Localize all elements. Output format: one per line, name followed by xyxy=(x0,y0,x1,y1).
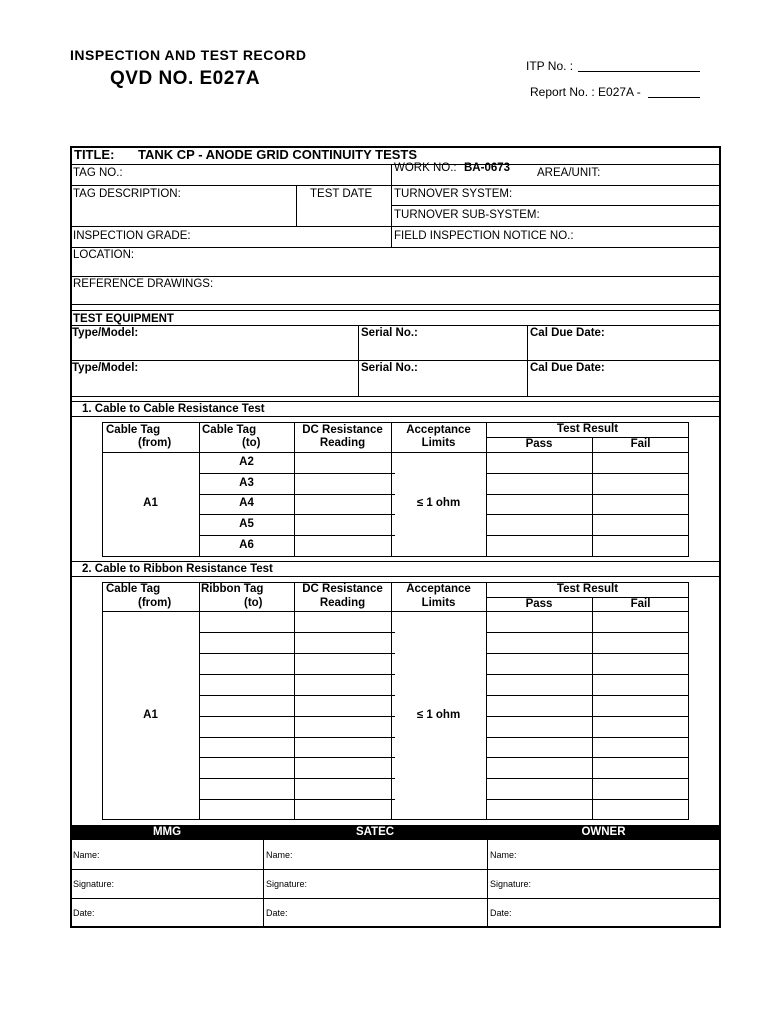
report-field[interactable] xyxy=(648,97,700,98)
signoff-party-owner: OWNER xyxy=(581,826,626,838)
section2-title: 2. Cable to Ribbon Resistance Test xyxy=(82,563,273,575)
s2-col-from-sub: (from) xyxy=(138,597,172,609)
satec-date-field[interactable]: Date: xyxy=(266,908,288,918)
test-equipment-heading: TEST EQUIPMENT xyxy=(73,313,174,325)
document-type: INSPECTION AND TEST RECORD xyxy=(70,47,307,63)
s1-col-dc-sub: Reading xyxy=(319,437,366,449)
s1-col-fail: Fail xyxy=(630,438,651,450)
owner-name-field[interactable]: Name: xyxy=(490,850,517,860)
turnover-sub-system-label: TURNOVER SUB-SYSTEM: xyxy=(394,209,540,221)
s2-col-dc: DC Resistance xyxy=(302,583,383,595)
field-inspection-notice-label: FIELD INSPECTION NOTICE NO.: xyxy=(394,230,574,242)
cal-due-date-label-2: Cal Due Date: xyxy=(530,362,605,374)
itp-field[interactable] xyxy=(578,71,700,72)
s1-to-tag: A6 xyxy=(239,539,254,551)
owner-signature-field[interactable]: Signature: xyxy=(490,879,532,889)
report-label: Report No. : E027A - xyxy=(530,85,641,99)
inspection-grade-label: INSPECTION GRADE: xyxy=(73,230,191,242)
type-model-label-1: Type/Model: xyxy=(72,327,139,339)
tag-description-label: TAG DESCRIPTION: xyxy=(73,188,181,200)
s2-acceptance-limit: ≤ 1 ohm xyxy=(416,709,461,721)
s2-from-tag: A1 xyxy=(143,709,158,721)
work-no-value: BA-0673 xyxy=(464,162,511,174)
s2-col-to-sub: (to) xyxy=(244,597,263,609)
s1-col-test-result: Test Result xyxy=(556,423,619,435)
turnover-system-label: TURNOVER SYSTEM: xyxy=(394,188,513,200)
s1-to-tag: A4 xyxy=(239,497,254,509)
signoff-party-satec: SATEC xyxy=(355,826,395,838)
type-model-label-2: Type/Model: xyxy=(72,362,139,374)
itp-label: ITP No. : xyxy=(526,59,574,73)
s1-col-pass: Pass xyxy=(525,438,553,450)
test-date-label: TEST DATE xyxy=(310,188,373,200)
s1-to-tag: A3 xyxy=(239,477,254,489)
s1-col-acceptance-sub: Limits xyxy=(421,437,456,449)
section2-table xyxy=(102,582,689,820)
s1-to-tag: A5 xyxy=(239,518,254,530)
mmg-date-field[interactable]: Date: xyxy=(73,908,95,918)
s1-col-to: Cable Tag xyxy=(202,424,257,436)
s1-col-from: Cable Tag xyxy=(106,424,161,436)
form-title: TANK CP - ANODE GRID CONTINUITY TESTS xyxy=(138,147,418,162)
qvd-number: QVD NO. E027A xyxy=(110,68,261,89)
s2-col-pass: Pass xyxy=(525,598,553,610)
satec-name-field[interactable]: Name: xyxy=(266,850,293,860)
s2-col-from: Cable Tag xyxy=(106,583,161,595)
s2-col-fail: Fail xyxy=(630,598,651,610)
signoff-party-mmg: MMG xyxy=(152,826,182,838)
work-no-label: WORK NO.: xyxy=(394,162,457,174)
s1-to-tag: A2 xyxy=(239,456,254,468)
satec-signature-field[interactable]: Signature: xyxy=(266,879,308,889)
reference-drawings-label: REFERENCE DRAWINGS: xyxy=(73,278,214,290)
serial-no-label-2: Serial No.: xyxy=(361,362,418,374)
s2-col-dc-sub: Reading xyxy=(319,597,366,609)
tag-no-label: TAG NO.: xyxy=(73,167,123,179)
cal-due-date-label-1: Cal Due Date: xyxy=(530,327,605,339)
s1-col-to-sub: (to) xyxy=(242,437,261,449)
area-unit-label: AREA/UNIT: xyxy=(537,167,601,179)
s2-col-acceptance: Acceptance xyxy=(406,583,471,595)
s1-col-dc: DC Resistance xyxy=(302,424,383,436)
s1-col-acceptance: Acceptance xyxy=(406,424,471,436)
s1-acceptance-limit: ≤ 1 ohm xyxy=(416,497,461,509)
s2-col-test-result: Test Result xyxy=(556,583,619,595)
mmg-signature-field[interactable]: Signature: xyxy=(73,879,115,889)
section1-title: 1. Cable to Cable Resistance Test xyxy=(82,403,265,415)
s1-from-tag: A1 xyxy=(143,497,158,509)
owner-date-field[interactable]: Date: xyxy=(490,908,512,918)
s2-col-to: Ribbon Tag xyxy=(201,583,264,595)
title-label: TITLE: xyxy=(74,147,115,162)
s2-col-acceptance-sub: Limits xyxy=(421,597,456,609)
mmg-name-field[interactable]: Name: xyxy=(73,850,100,860)
location-label: LOCATION: xyxy=(73,249,135,261)
s1-col-from-sub: (from) xyxy=(138,437,172,449)
serial-no-label-1: Serial No.: xyxy=(361,327,418,339)
